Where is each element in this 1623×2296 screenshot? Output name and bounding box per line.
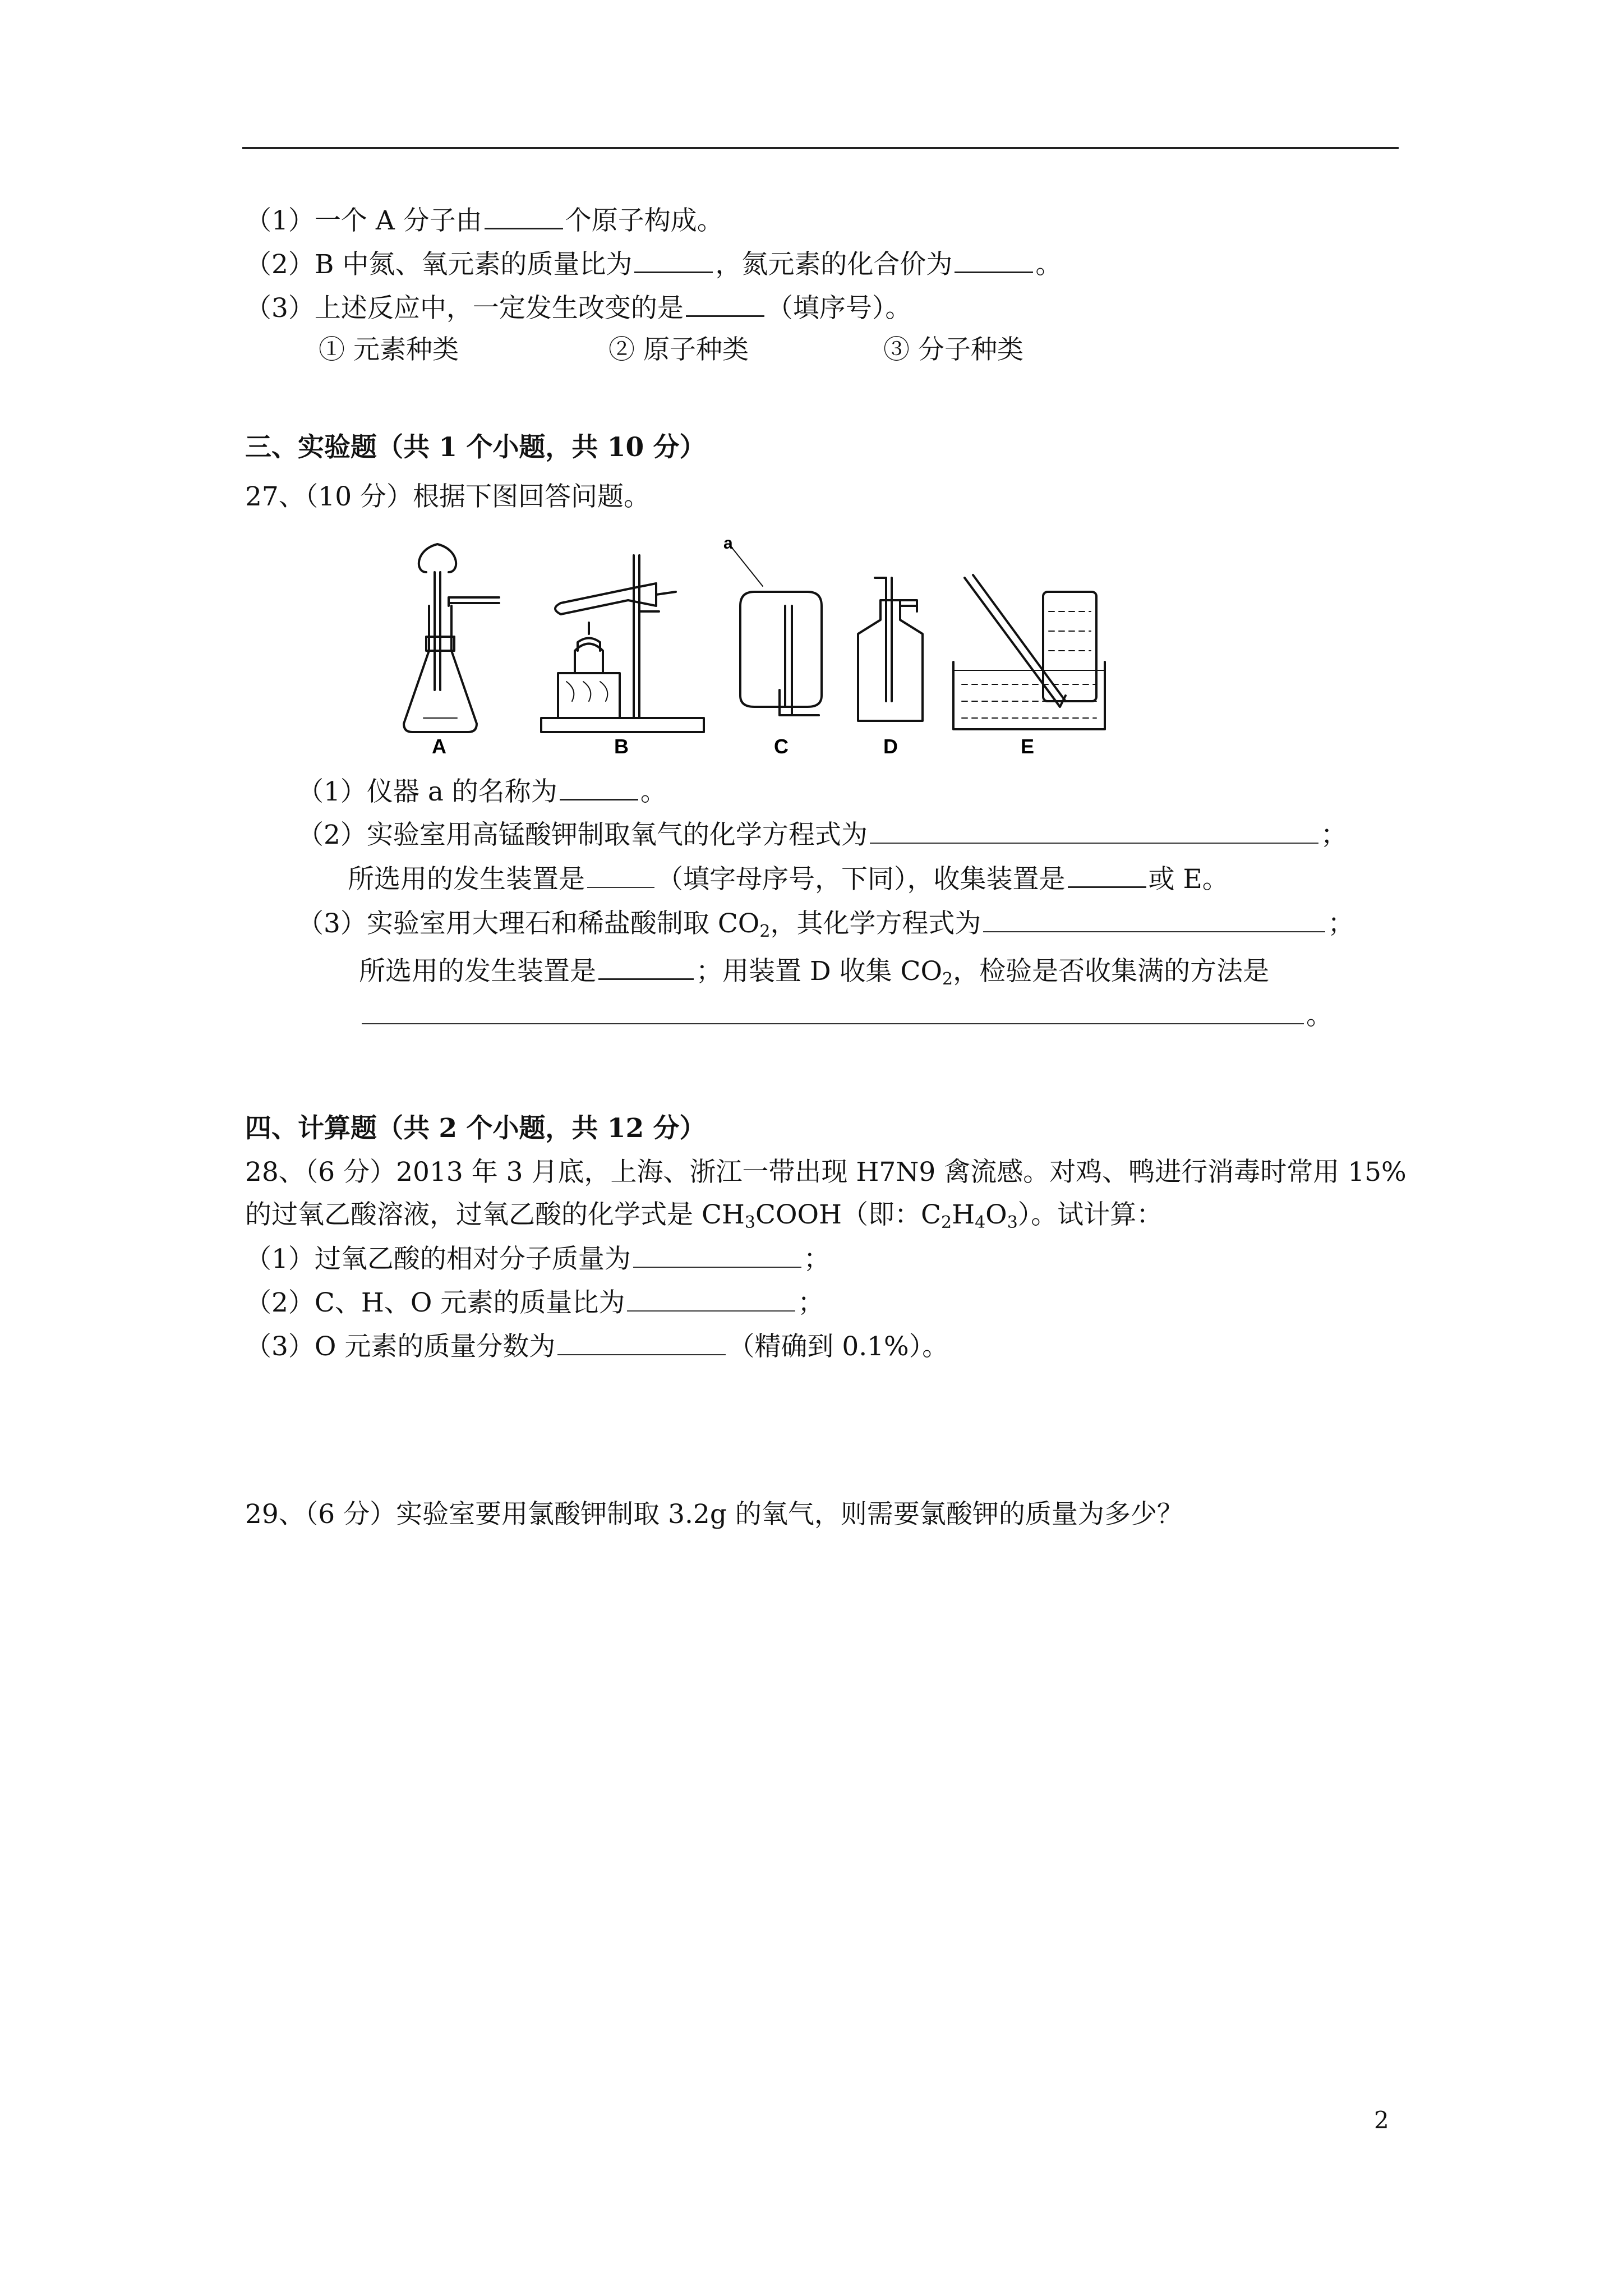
q26-part3: （3）上述反应中，一定发生改变的是 （填序号）。: [245, 291, 911, 325]
label-e: E: [1021, 735, 1035, 757]
q26-part1: （1）一个 A 分子由 个原子构成。: [245, 203, 723, 238]
q26-part2: （2）B 中氮、氧元素的质量比为 ，氮元素的化合价为 。: [245, 247, 1062, 282]
answer-blank[interactable]: [634, 247, 713, 273]
answer-blank[interactable]: [983, 907, 1325, 932]
q26-option-1: ① 元素种类: [319, 334, 459, 365]
answer-blank[interactable]: [1068, 862, 1146, 888]
answer-blank[interactable]: [485, 203, 563, 229]
answer-blank[interactable]: [560, 774, 638, 800]
q29-text: 29、（6 分）实验室要用氯酸钾制取 3.2g 的氧气，则需要氯酸钾的质量为多少？: [245, 1499, 1183, 1530]
answer-blank[interactable]: [686, 291, 764, 317]
answer-blank[interactable]: [587, 862, 654, 888]
label-d: D: [883, 735, 898, 757]
answer-blank[interactable]: [870, 818, 1318, 844]
q28-line1: 28、（6 分）2013 年 3 月底，上海、浙江一带出现 H7N9 禽流感。对鸡、鸭进行消毒时常用 15%: [245, 1157, 1407, 1188]
apparatus-a-flask: [404, 544, 499, 732]
q27-part3-line3: 。: [362, 999, 1332, 1033]
apparatus-e-trough: [953, 575, 1105, 729]
apparatus-figure: [393, 522, 1256, 757]
q28-line2: 的过氧乙酸溶液，过氧乙酸的化学式是 $CH_3COOH$（即：$C_2H_4O_3$）。试计算：: [245, 1199, 1163, 1232]
q27-part3: （3）实验室用大理石和稀盐酸制取 $CO_2$，其化学方程式为 ；: [297, 907, 1354, 941]
apparatus-d-bottle: [858, 578, 923, 721]
answer-blank[interactable]: [627, 1286, 795, 1312]
q26-option-3: ③ 分子种类: [883, 334, 1023, 365]
q27-part2-line2: 所选用的发生装置是 （填字母序号，下同），收集装置是 或 E。: [348, 862, 1229, 896]
label-b: B: [614, 735, 629, 757]
section-3-title: 三、实验题（共 1 个小题，共 10 分）: [245, 432, 706, 463]
answer-blank[interactable]: [362, 999, 1304, 1024]
q27-part2: （2）实验室用高锰酸钾制取氧气的化学方程式为 ；: [297, 818, 1347, 852]
q28-part3: （3）O 元素的质量分数为 （精确到 0.1%）。: [245, 1329, 948, 1364]
apparatus-b-stand: [541, 555, 704, 732]
apparatus-c-jar: [729, 544, 822, 715]
apparatus-diagram: [393, 522, 1256, 757]
label-a-instrument: a: [723, 534, 733, 553]
q27-part3-line2: 所选用的发生装置是 ；用装置 D 收集 $CO_2$，检验是否收集满的方法是: [359, 954, 1269, 988]
q27-part1: （1）仪器 a 的名称为 。: [297, 774, 667, 809]
page-number: 2: [1374, 2106, 1389, 2134]
q26-option-2: ② 原子种类: [608, 334, 749, 365]
section-4-title: 四、计算题（共 2 个小题，共 12 分）: [245, 1113, 706, 1144]
q28-part1: （1）过氧乙酸的相对分子质量为 ；: [245, 1242, 830, 1276]
header-rule: [242, 147, 1399, 149]
label-c: C: [774, 735, 789, 757]
answer-blank[interactable]: [955, 247, 1033, 273]
answer-blank[interactable]: [557, 1329, 726, 1355]
answer-blank[interactable]: [633, 1242, 801, 1268]
q28-part2: （2）C、H、O 元素的质量比为 ；: [245, 1286, 824, 1320]
answer-blank[interactable]: [598, 954, 694, 980]
q27-heading: 27、（10 分）根据下图回答问题。: [245, 481, 651, 512]
label-a: A: [432, 735, 446, 757]
